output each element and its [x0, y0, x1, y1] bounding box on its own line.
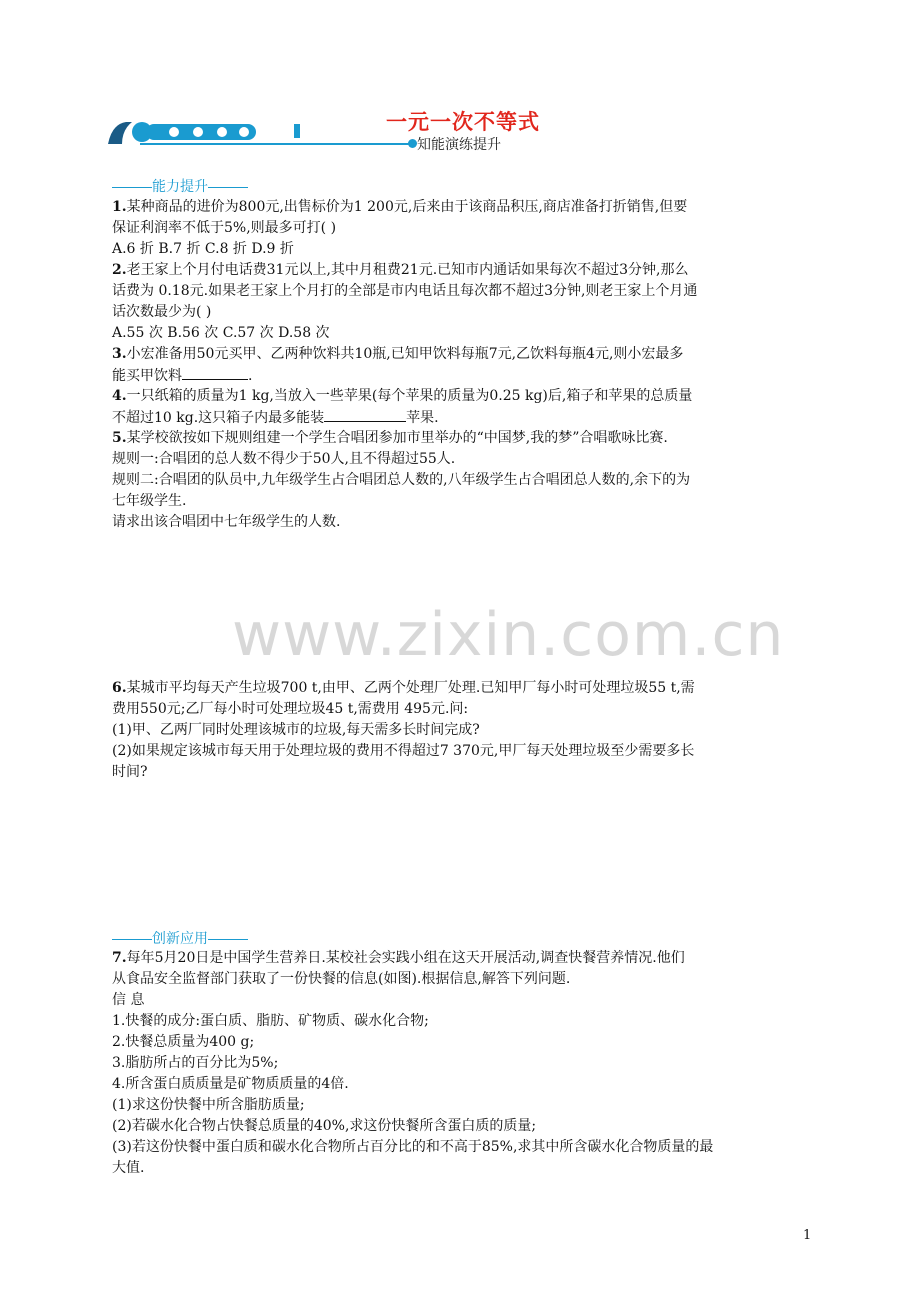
page-title: 一元一次不等式	[386, 110, 540, 134]
info-heading: 信 息	[112, 992, 145, 1008]
question-7-line-1	[112, 949, 685, 967]
question-text: 能买甲饮料	[112, 368, 182, 384]
question-6-line-3: (1)甲、乙两厂同时处理该城市的垃圾,每天需多长时间完成?	[112, 722, 480, 738]
question-5-line-2: 规则一:合唱团的总人数不得少于50人,且不得超过55人.	[112, 451, 456, 467]
section-heading-innovation	[112, 928, 248, 948]
question-4-line-2	[112, 408, 439, 427]
question-text: 一只纸箱的质量为1 kg,当放入一些苹果(每个苹果的质量为0.25 kg)后,箱子和苹果的总质量	[126, 388, 693, 404]
question-number: 2.	[112, 262, 127, 278]
question-text: 每年5月20日是中国学生营养日.某校社会实践小组在这天开展活动,调查快餐营养情况.他们	[126, 950, 685, 966]
question-6-line-4: (2)如果规定该城市每天用于处理垃圾的费用不得超过7 370元,甲厂每天处理垃圾至少需要多长	[112, 743, 695, 759]
header-rule	[140, 143, 410, 145]
info-item-1: 1.快餐的成分:蛋白质、脂肪、矿物质、碳水化合物;	[112, 1013, 429, 1029]
question-text: 某学校欲按如下规则组建一个学生合唱团参加市里举办的“中国梦,我的梦”合唱歌咏比赛.	[126, 430, 668, 446]
question-7-part-3: (3)若这份快餐中蛋白质和碳水化合物所占百分比的和不高于85%,求其中所含碳水化合物质量的最	[112, 1139, 714, 1155]
header-decoration	[108, 120, 420, 144]
question-7-part-1: (1)求这份快餐中所含脂肪质量;	[112, 1097, 305, 1113]
question-7-part-3-cont: 大值.	[112, 1160, 145, 1176]
question-1-line-2: 保证利润率不低于5%,则最多可打( )	[112, 220, 337, 236]
info-item-4: 4.所含蛋白质质量是矿物质质量的4倍.	[112, 1076, 349, 1092]
question-2-line-2: 话费为 0.18元.如果老王家上个月打的全部是市内电话且每次都不超过3分钟,则老王家上个月通	[112, 283, 698, 299]
question-text-end: 苹果.	[406, 410, 439, 426]
question-2-line-3: 话次数最少为( )	[112, 304, 212, 320]
question-text: 某种商品的进价为800元,出售标价为1 200元,后来由于该商品积压,商店准备打折销售,但要	[126, 199, 688, 215]
question-6-line-1	[112, 679, 695, 697]
question-text: 某城市平均每天产生垃圾700 t,由甲、乙两个处理厂处理.已知甲厂每小时可处理垃圾55 t,需	[126, 680, 695, 696]
info-item-3: 3.脂肪所占的百分比为5%;	[112, 1055, 279, 1071]
section-heading-ability	[112, 176, 248, 196]
question-6-line-5: 时间?	[112, 764, 148, 780]
question-3-line-2	[112, 366, 252, 385]
info-item-2: 2.快餐总质量为400 g;	[112, 1034, 255, 1050]
question-1-options: A.6 折 B.7 折 C.8 折 D.9 折	[112, 241, 294, 257]
question-2-options: A.55 次 B.56 次 C.57 次 D.58 次	[112, 325, 330, 341]
question-number: 5.	[112, 430, 127, 446]
question-number: 3.	[112, 346, 127, 362]
question-5-line-3: 规则二:合唱团的队员中,九年级学生占合唱团总人数的,八年级学生占合唱团总人数的,余下的为	[112, 472, 691, 488]
page-subtitle: 知能演练提升	[417, 137, 501, 153]
question-3-line-1	[112, 345, 683, 363]
question-number: 1.	[112, 199, 127, 215]
header-rule-dot	[408, 139, 417, 148]
question-7-part-2: (2)若碳水化合物占快餐总质量的40%,求这份快餐所含蛋白质的质量;	[112, 1118, 537, 1134]
section-rule-left	[112, 939, 152, 940]
question-text-end: .	[248, 368, 253, 384]
question-1-line-1	[112, 198, 687, 216]
question-text: 老王家上个月付电话费31元以上,其中月租费21元.已知市内通话如果每次不超过3分钟,那么	[126, 262, 689, 278]
question-4-line-1	[112, 387, 692, 405]
answer-blank[interactable]	[324, 408, 406, 422]
page-number: 1	[803, 1228, 812, 1243]
question-number: 4.	[112, 388, 127, 404]
question-5-line-5: 请求出该合唱团中七年级学生的人数.	[112, 514, 341, 530]
question-2-line-1	[112, 261, 689, 279]
question-text: 小宏准备用50元买甲、乙两种饮料共10瓶,已知甲饮料每瓶7元,乙饮料每瓶4元,则小宏最多	[126, 346, 684, 362]
answer-blank[interactable]	[182, 366, 248, 380]
question-5-line-1	[112, 429, 668, 447]
section-heading-label: 能力提升	[152, 179, 208, 195]
question-number: 7.	[112, 950, 127, 966]
section-rule-right	[208, 187, 248, 188]
section-rule-right	[208, 939, 248, 940]
question-6-line-2: 费用550元;乙厂每小时可处理垃圾45 t,需费用 495元.问:	[112, 701, 469, 717]
watermark: www.zixin.com.cn	[232, 600, 785, 670]
section-rule-left	[112, 187, 152, 188]
question-text: 不超过10 kg.这只箱子内最多能装	[112, 410, 325, 426]
question-number: 6.	[112, 680, 127, 696]
question-5-line-4: 七年级学生.	[112, 493, 187, 509]
section-heading-label: 创新应用	[152, 931, 208, 947]
question-7-line-2: 从食品安全监督部门获取了一份快餐的信息(如图).根据信息,解答下列问题.	[112, 971, 571, 987]
